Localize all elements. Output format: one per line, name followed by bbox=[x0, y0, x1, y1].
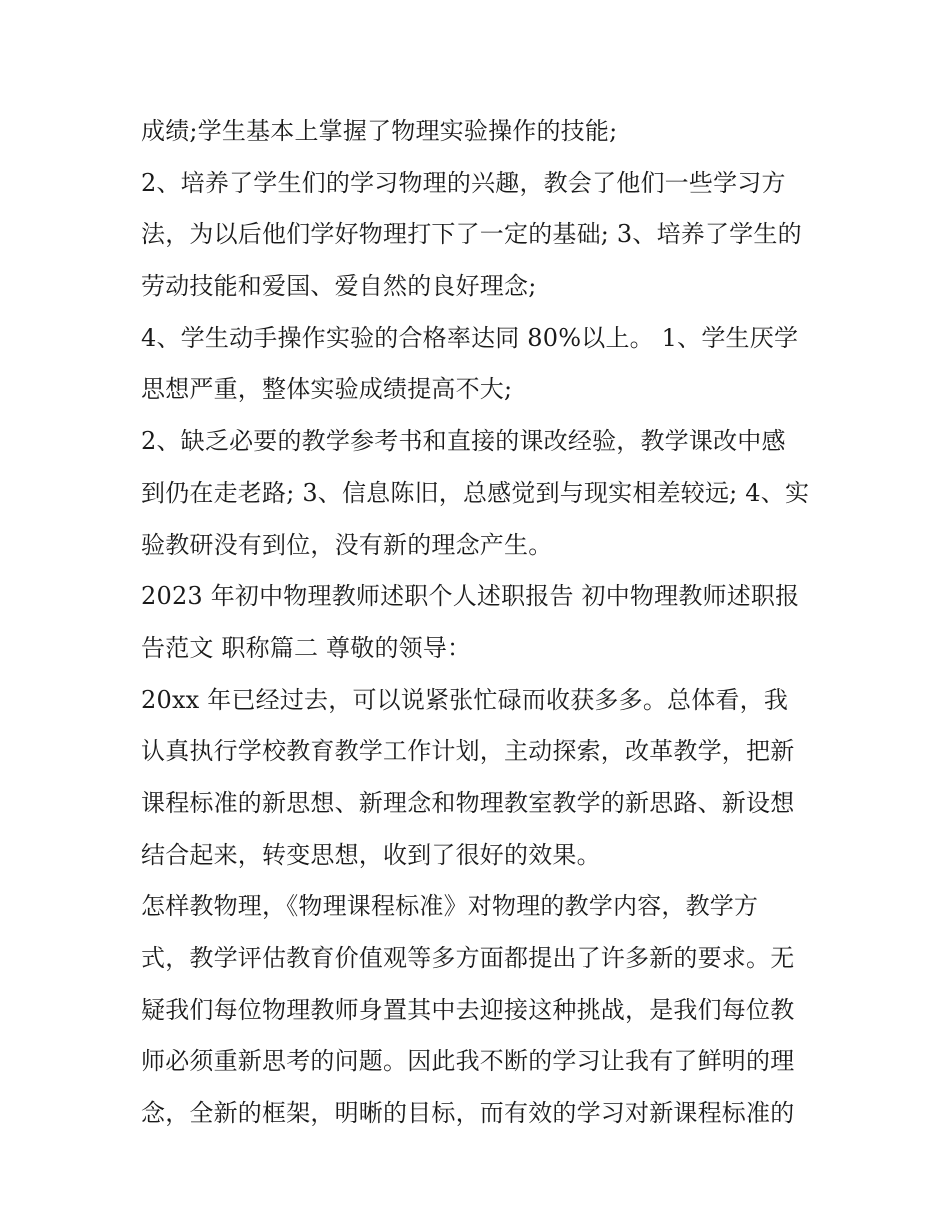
text-line: 结合起来，转变思想，收到了很好的效果。 bbox=[141, 840, 601, 869]
text-line: 到仍在走老路; 3、信息陈旧，总感觉到与现实相差较远; 4、实 bbox=[141, 478, 810, 507]
text-line: 师必须重新思考的问题。因此我不断的学习让我有了鲜明的理 bbox=[141, 1047, 795, 1076]
text-line: 2、缺乏必要的教学参考书和直接的课改经验，教学课改中感 bbox=[141, 427, 786, 456]
text-line: 疑我们每位物理教师身置其中去迎接这种挑战，是我们每位教 bbox=[141, 995, 795, 1024]
text-line: 验教研没有到位，没有新的理念产生。 bbox=[141, 530, 553, 559]
text-line: 4、学生动手操作实验的合格率达同 80%以上。 1、学生厌学 bbox=[141, 323, 799, 352]
text-line: 劳动技能和爱国、爱自然的良好理念; bbox=[141, 272, 537, 301]
text-line: 思想严重，整体实验成绩提高不大; bbox=[141, 375, 513, 404]
text-line: 法，为以后他们学好物理打下了一定的基础; 3、培养了学生的 bbox=[141, 220, 802, 249]
text-line: 怎样教物理，《物理课程标准》对物理的教学内容，教学方 bbox=[141, 892, 759, 921]
document-body bbox=[141, 106, 816, 1140]
text-line: 2023 年初中物理教师述职个人述职报告 初中物理教师述职报 bbox=[141, 582, 800, 611]
text-line: 课程标准的新思想、新理念和物理教室教学的新思路、新设想 bbox=[141, 788, 795, 817]
text-line: 式，教学评估教育价值观等多方面都提出了许多新的要求。无 bbox=[141, 944, 795, 972]
text-line: 认真执行学校教育教学工作计划，主动探索，改革教学，把新 bbox=[141, 737, 795, 766]
text-line: 告范文 职称篇二 尊敬的领导： bbox=[141, 633, 472, 662]
text-line: 2、培养了学生们的学习物理的兴趣，教会了他们一些学习方 bbox=[141, 168, 786, 197]
text-line: 20xx 年已经过去，可以说紧张忙碌而收获多多。总体看，我 bbox=[141, 685, 789, 714]
text-line: 成绩;学生基本上掌握了物理实验操作的技能; bbox=[141, 117, 618, 145]
text-line: 念，全新的框架，明晰的目标，而有效的学习对新课程标准的 bbox=[141, 1099, 795, 1128]
